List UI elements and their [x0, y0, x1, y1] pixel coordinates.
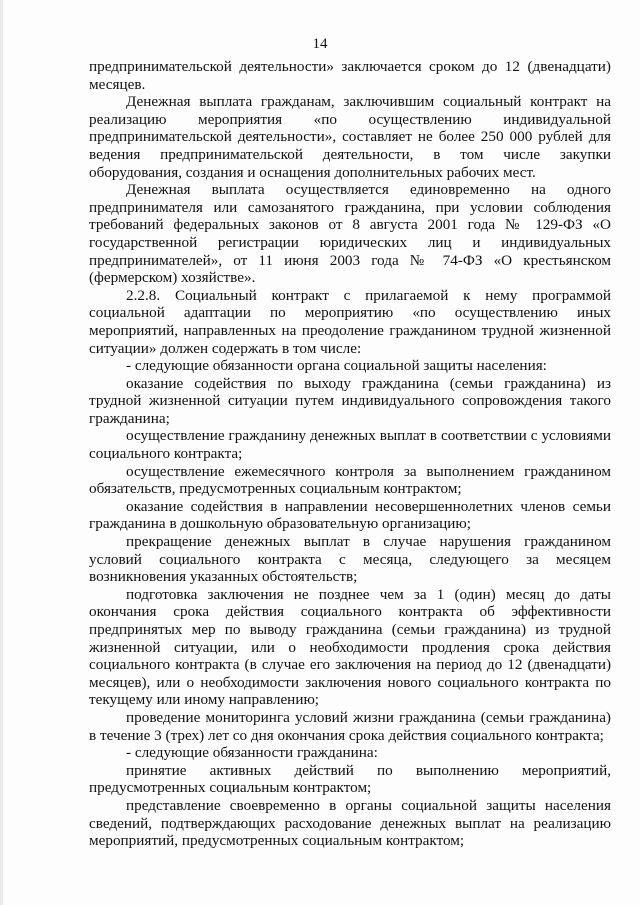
- document-body: [89, 58, 611, 850]
- paragraph: принятие активных действий по выполнению мероприятий, предусмотренных социальным контрактом;: [89, 761, 611, 797]
- paragraph: Денежная выплата гражданам, заключившим социальный контракт на реализацию мероприятия «по осуществлению индивидуальной предпринимательской деятельности», составляет не более 250 000 рублей для ведения предпринимательской деятельности, в том числе закупки оборудования, создания и оснащения дополнительных рабочих мест.: [89, 93, 611, 181]
- paragraph: прекращение денежных выплат в случае нарушения гражданином условий социального контракта с месяца, следующего за месяцем возникновения указанных обстоятельств;: [89, 533, 611, 586]
- paragraph: подготовка заключения не позднее чем за 1 (один) месяц до даты окончания срока действия социального контракта об эффективности предпринятых мер по выводу гражданина (семьи гражданина) из трудной жизненной ситуации, или о необходимости продления срока действия социального контракта (в случае его заключения на период до 12 (двенадцати) месяцев), или о необходимости заключения нового социального контракта по текущему или иному направлению;: [89, 585, 611, 709]
- paragraph: осуществление ежемесячного контроля за выполнением гражданином обязательств, предусмотренных социальным контрактом;: [89, 462, 611, 498]
- paragraph: - следующие обязанности органа социальной защиты населения:: [126, 357, 547, 375]
- paragraph: проведение мониторинга условий жизни гражданина (семьи гражданина) в течение 3 (трех) лет со дня окончания срока действия социального контракта;: [89, 708, 611, 744]
- scan-edge: [0, 0, 3, 905]
- paragraph: Денежная выплата осуществляется единовременно на одного предпринимателя или самозанятого гражданина, при условии соблюдения требований федеральных законов от 8 августа 2001 года № 129-ФЗ «О государственной регистрации юридических лиц и индивидуальных предпринимателей», от 11 июня 2003 года № 74-ФЗ «О крестьянском (фермерском) хозяйстве».: [89, 181, 611, 287]
- paragraph: оказание содействия по выходу гражданина (семьи гражданина) из трудной жизненной ситуации путем индивидуального сопровождения такого гражданина;: [89, 374, 611, 427]
- paragraph: предпринимательской деятельности» заключается сроком до 12 (двенадцати) месяцев.: [89, 58, 611, 93]
- page-number: 14: [312, 36, 328, 52]
- paragraph: представление своевременно в органы социальной защиты населения сведений, подтверждающих расходование денежных выплат на реализацию мероприятий, предусмотренных социальным контрактом;: [89, 796, 611, 850]
- paragraph: 2.2.8. Социальный контракт с прилагаемой к нему программой социальной адаптации по мероприятию «по осуществлению иных мероприятий, направленных на преодоление гражданином трудной жизненной ситуации» должен содержать в том числе:: [89, 286, 611, 357]
- paragraph: оказание содействия в направлении несовершеннолетних членов семьи гражданина в дошкольную образовательную организацию;: [89, 497, 611, 533]
- paragraph: осуществление гражданину денежных выплат в соответствии с условиями социального контракта;: [89, 427, 611, 463]
- paragraph: - следующие обязанности гражданина:: [126, 744, 378, 762]
